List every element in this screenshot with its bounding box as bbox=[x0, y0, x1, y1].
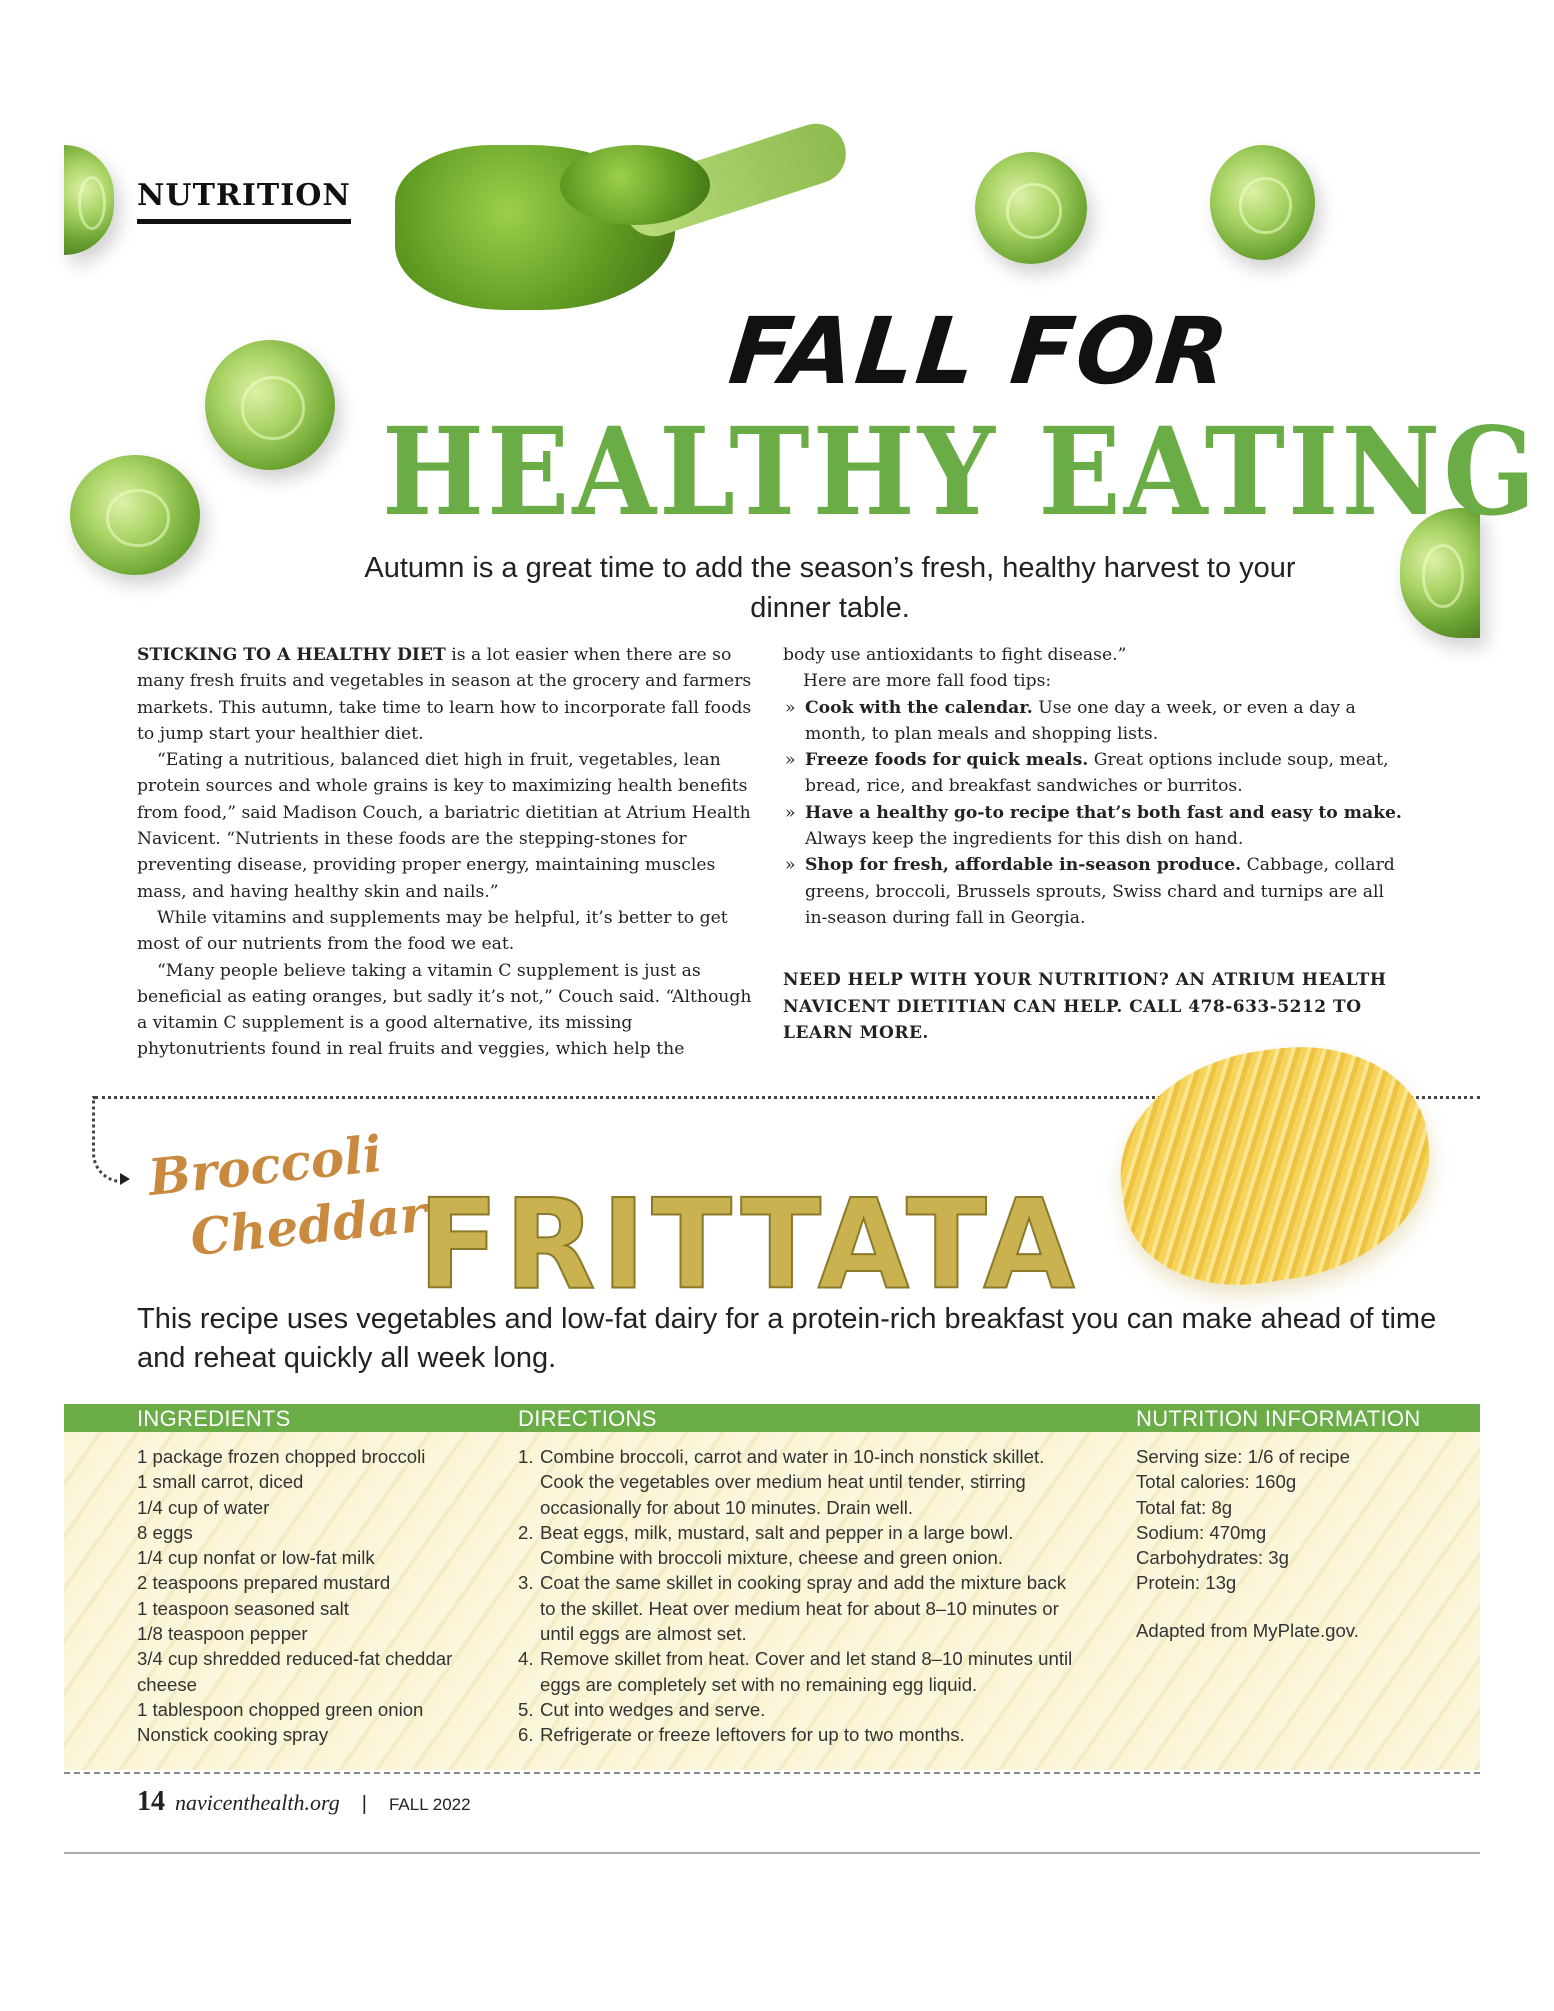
direction-step bbox=[518, 1520, 1078, 1571]
headline: HEALTHY EATING bbox=[382, 402, 1539, 544]
ingredients-list bbox=[137, 1444, 497, 1748]
tip-text: Use one day a week, or even a day a month, to plan meals and shopping lists. bbox=[805, 697, 1356, 744]
direction-step bbox=[518, 1722, 1078, 1747]
nutrition-item: Sodium: 470mg bbox=[1136, 1521, 1267, 1543]
step-number: 1. bbox=[518, 1446, 534, 1467]
page-number: 14 bbox=[137, 1786, 165, 1817]
nutrition-item: Carbohydrates: 3g bbox=[1136, 1547, 1289, 1569]
footer-separator: | bbox=[361, 1793, 367, 1815]
brussels-sprout-image bbox=[64, 145, 114, 255]
recipe-intro: This recipe uses vegetables and low-fat dairy for a protein-rich breakfast you can make ahead of time and reheat quickly all week long. bbox=[137, 1303, 1437, 1374]
step-text: Cut into wedges and serve. bbox=[540, 1698, 766, 1720]
ingredient-item: 3/4 cup shredded reduced-fat cheddar cheese bbox=[137, 1648, 453, 1695]
step-text: Combine broccoli, carrot and water in 10-inch nonstick skillet. Cook the vegetables over medium heat until tender, stirring occasionally for about 10 minutes. Drain well. bbox=[540, 1446, 1045, 1518]
tip-title: Shop for fresh, affordable in-season produce. bbox=[805, 855, 1242, 876]
step-text: Coat the same skillet in cooking spray and add the mixture back to the skillet. Heat over medium heat for about 8–10 minutes or until eggs are almost set. bbox=[540, 1572, 1067, 1645]
ingredient-item: 2 teaspoons prepared mustard bbox=[137, 1572, 391, 1594]
direction-step bbox=[518, 1646, 1078, 1697]
issue-label: FALL 2022 bbox=[388, 1795, 471, 1814]
step-number: 5. bbox=[518, 1698, 534, 1720]
ingredient-item: 1 small carrot, diced bbox=[137, 1471, 304, 1493]
bottom-rule bbox=[64, 1852, 1480, 1854]
step-number: 3. bbox=[518, 1572, 534, 1594]
tip-item bbox=[783, 852, 1403, 931]
article-paragraph: While vitamins and supplements may be helpful, it’s better to get most of our nutrients from the food we eat. bbox=[137, 907, 728, 955]
brussels-sprout-image bbox=[975, 152, 1087, 264]
tips-intro: Here are more fall food tips: bbox=[803, 671, 1052, 692]
step-number: 6. bbox=[518, 1724, 534, 1746]
tip-text: Cabbage, collard greens, broccoli, Brussels sprouts, Swiss chard and turnips are all in-season during fall in Georgia. bbox=[805, 855, 1395, 928]
step-text: Beat eggs, milk, mustard, salt and pepper in a large bowl. Combine with broccoli mixture, cheese and green onion. bbox=[540, 1521, 1014, 1569]
recipe-bottom-divider bbox=[64, 1772, 1480, 1774]
recipe-script-line1: Broccoli bbox=[145, 1123, 385, 1208]
direction-step bbox=[518, 1444, 1078, 1520]
ingredient-item: 1/4 cup nonfat or low-fat milk bbox=[137, 1547, 375, 1569]
nutrition-item: Serving size: 1/6 of recipe bbox=[1136, 1446, 1350, 1467]
step-number: 2. bbox=[518, 1521, 534, 1543]
divider-curve bbox=[92, 1096, 125, 1183]
article-paragraph bbox=[137, 642, 757, 747]
ingredient-item: 1/4 cup of water bbox=[137, 1496, 270, 1518]
brussels-sprout-image bbox=[205, 340, 335, 470]
tip-item bbox=[783, 800, 1403, 853]
nutrition-item: Total calories: 160g bbox=[1136, 1471, 1297, 1493]
headline-script: FALL FOR bbox=[724, 298, 1235, 405]
tip-title: Cook with the calendar. bbox=[805, 697, 1033, 718]
broccoli-floret-image bbox=[560, 145, 710, 225]
direction-step bbox=[518, 1570, 1078, 1646]
article-paragraph: body use antioxidants to fight disease.” bbox=[783, 645, 1127, 665]
tip-title: Have a healthy go-to recipe that’s both fast and easy to make. bbox=[805, 802, 1402, 823]
nutrition-item: Total fat: 8g bbox=[1136, 1496, 1233, 1518]
shredded-cheese-image bbox=[1106, 1030, 1445, 1301]
website-link[interactable]: navicenthealth.org bbox=[175, 1790, 340, 1815]
brussels-sprout-image bbox=[1210, 145, 1315, 260]
section-label: NUTRITION bbox=[137, 178, 351, 224]
recipe-title: FRITTATA bbox=[418, 1172, 1081, 1317]
article-lead-rest: is a lot easier when there are so many fresh fruits and vegetables in season at the grocery and farmers markets. This autumn, take time to learn how to incorporate fall foods to jump start your healthier diet. bbox=[137, 645, 752, 744]
ingredient-item: Nonstick cooking spray bbox=[137, 1724, 329, 1746]
article-column-right bbox=[783, 642, 1403, 1047]
nutrition-item: Protein: 13g bbox=[1136, 1572, 1237, 1594]
ingredients-heading: INGREDIENTS bbox=[137, 1406, 291, 1431]
nutrition-source: Adapted from MyPlate.gov. bbox=[1136, 1619, 1359, 1641]
arrow-icon bbox=[120, 1173, 130, 1185]
article-lead: STICKING TO A HEALTHY DIET bbox=[137, 645, 446, 665]
directions-heading: DIRECTIONS bbox=[518, 1406, 657, 1431]
article-column-left bbox=[137, 642, 757, 1063]
article-paragraph: “Eating a nutritious, balanced diet high in fruit, vegetables, lean protein sources and whole grains is key to maximizing health benefits from food,” said Madison Couch, a bariatric dietitian at Atrium Health Navicent. “Nutrients in these foods are the stepping-stones for preventing disease, providing proper energy, maintaining muscles mass, and having healthy skin and nails.” bbox=[137, 750, 751, 902]
call-to-action: NEED HELP WITH YOUR NUTRITION? AN ATRIUM HEALTH NAVICENT DIETITIAN CAN HELP. CALL 478-633-5212 TO LEARN MORE. bbox=[783, 970, 1387, 1044]
nutrition-heading: NUTRITION INFORMATION bbox=[1136, 1406, 1421, 1431]
ingredient-item: 8 eggs bbox=[137, 1521, 193, 1543]
page-footer bbox=[137, 1786, 471, 1818]
article-paragraph: “Many people believe taking a vitamin C supplement is just as beneficial as eating oranges, but sadly it’s not,” Couch said. “Although a vitamin C supplement is a good alternative, its missing phytonutrients found in real fruits and veggies, which help the bbox=[137, 960, 752, 1060]
subtitle: Autumn is a great time to add the season’s fresh, healthy harvest to your dinner table. bbox=[364, 552, 1296, 624]
recipe-script-line2: Cheddar bbox=[187, 1183, 430, 1268]
ingredient-item: 1 tablespoon chopped green onion bbox=[137, 1698, 424, 1720]
ingredient-item: 1 teaspoon seasoned salt bbox=[137, 1597, 349, 1619]
brussels-sprout-image bbox=[70, 455, 200, 575]
direction-step bbox=[518, 1697, 1078, 1722]
step-text: Remove skillet from heat. Cover and let stand 8–10 minutes until eggs are completely set with no remaining egg liquid. bbox=[540, 1648, 1073, 1695]
nutrition-list bbox=[1136, 1444, 1456, 1643]
tip-title: Freeze foods for quick meals. bbox=[805, 750, 1089, 771]
tip-text: Great options include soup, meat, bread, rice, and breakfast sandwiches or burritos. bbox=[805, 750, 1389, 797]
ingredient-item: 1 package frozen chopped broccoli bbox=[137, 1446, 426, 1467]
tip-item bbox=[783, 695, 1403, 748]
tip-text: Always keep the ingredients for this dish on hand. bbox=[805, 829, 1244, 850]
tips-list bbox=[783, 695, 1403, 932]
tip-item bbox=[783, 747, 1403, 800]
step-text: Refrigerate or freeze leftovers for up to two months. bbox=[540, 1724, 965, 1746]
step-number: 4. bbox=[518, 1648, 534, 1670]
directions-list bbox=[518, 1444, 1078, 1748]
ingredient-item: 1/8 teaspoon pepper bbox=[137, 1623, 308, 1645]
